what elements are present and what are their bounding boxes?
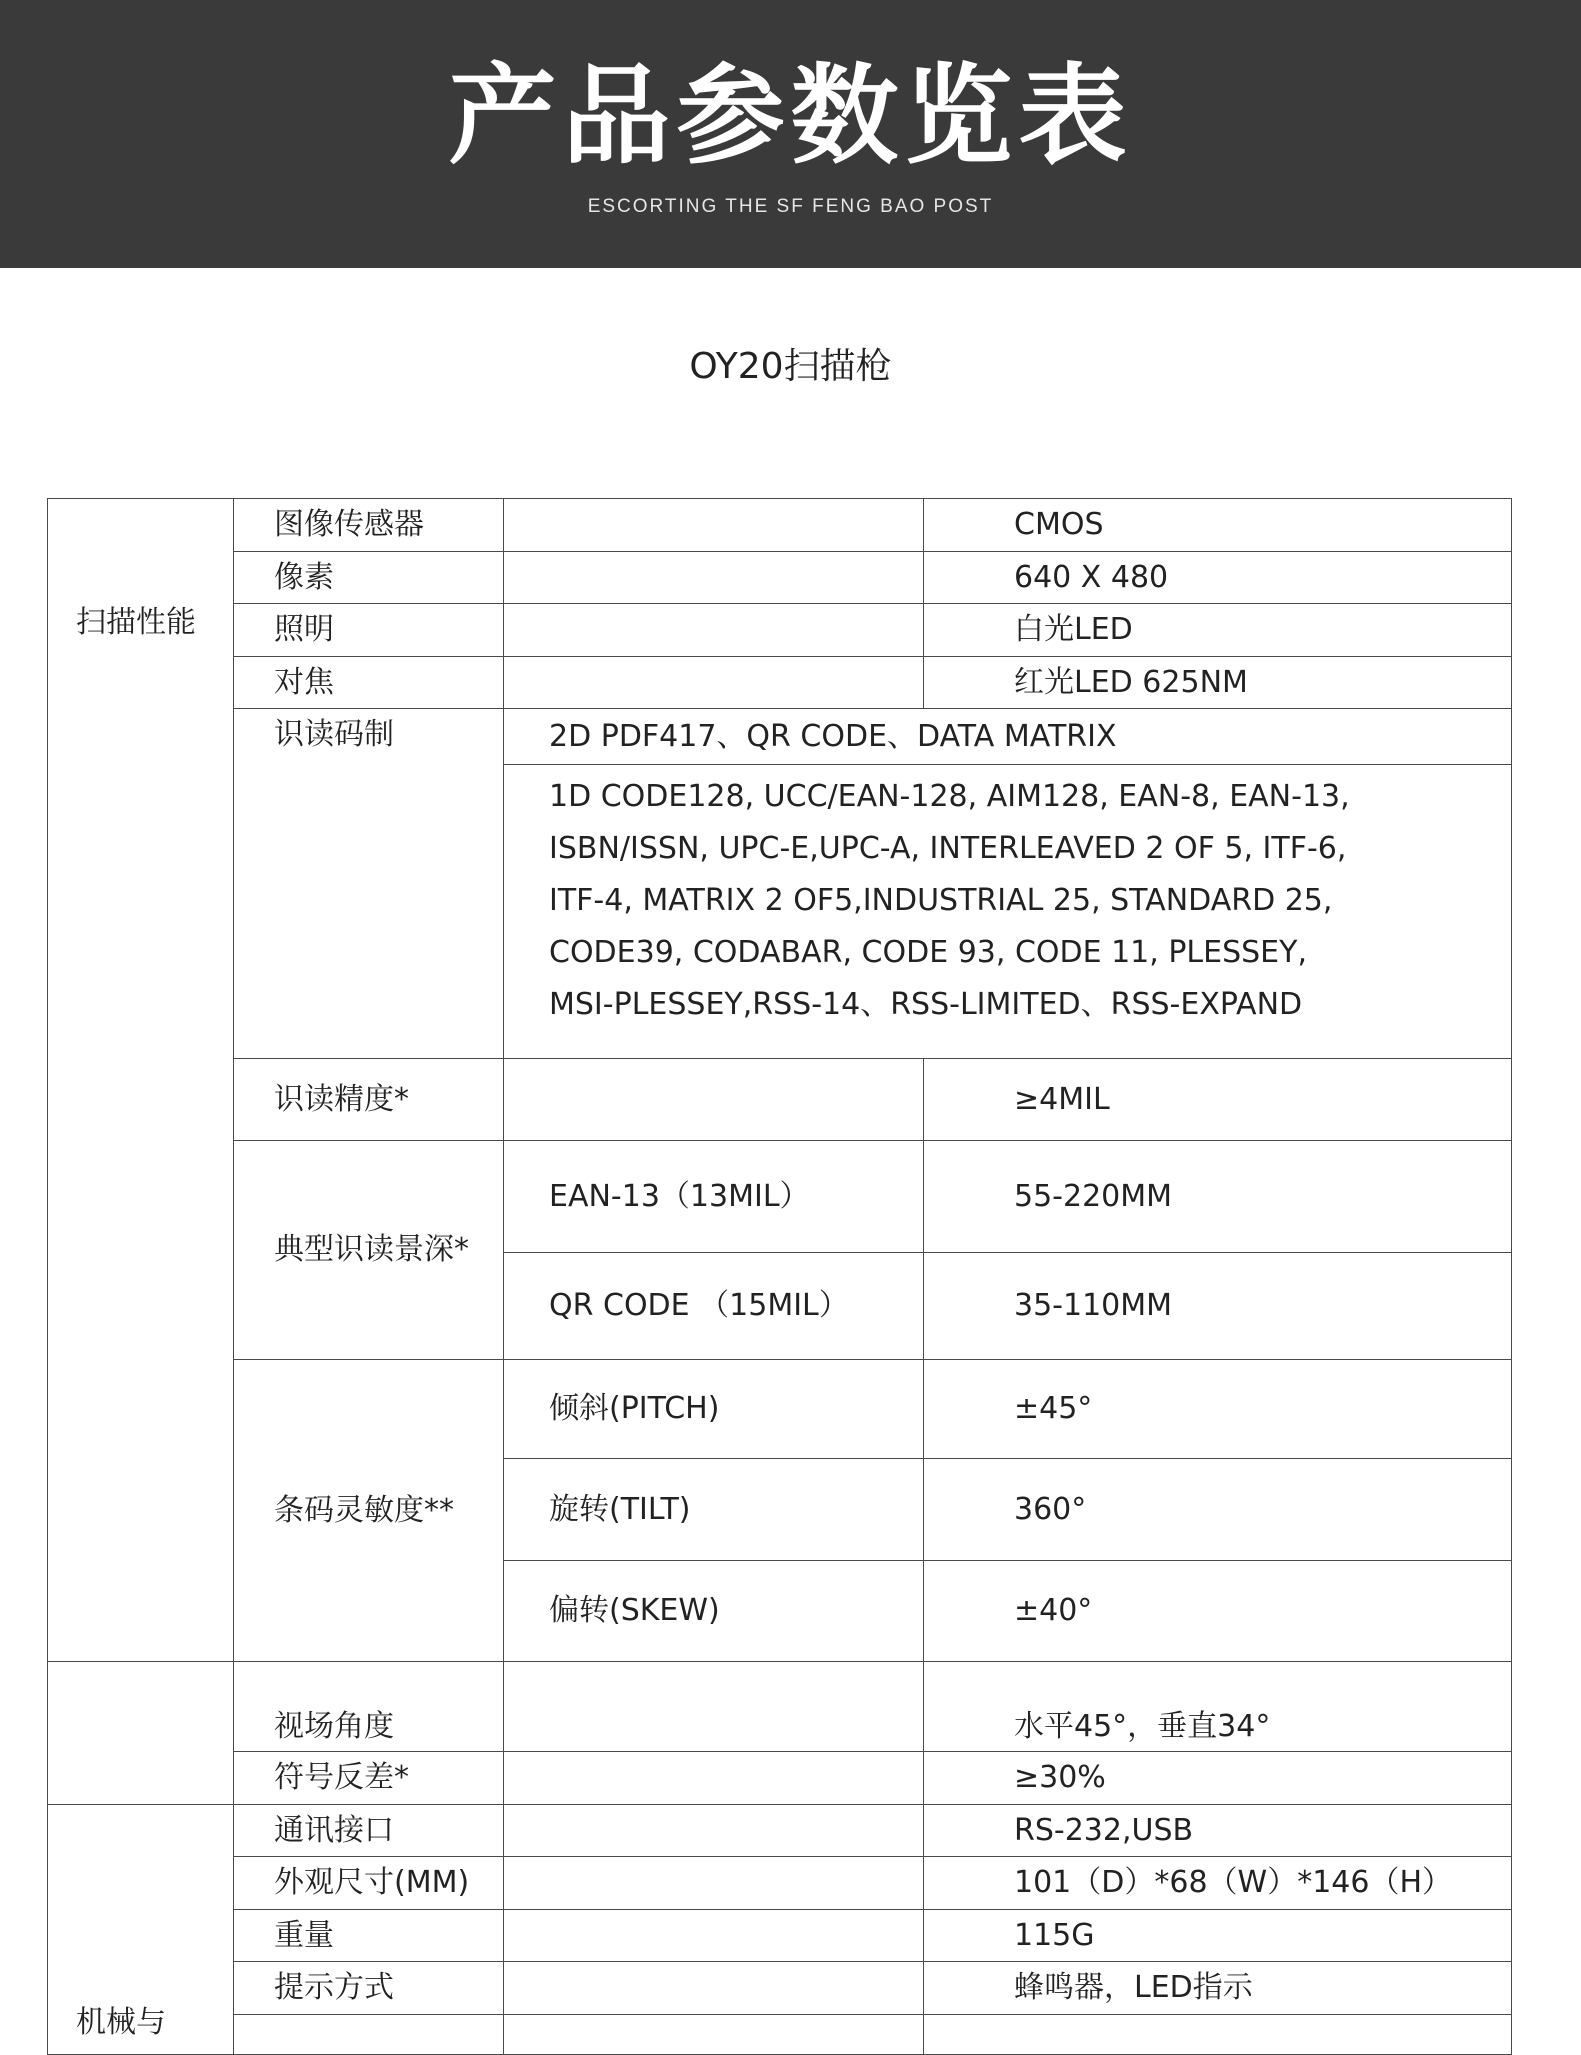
spec-value: RS-232,USB bbox=[924, 1805, 1512, 1857]
symbology-1d bbox=[504, 765, 1512, 1059]
spec-sub-label: EAN-13（13MIL） bbox=[504, 1141, 924, 1253]
spec-label: 图像传感器 bbox=[234, 499, 504, 552]
spec-label: 识读码制 bbox=[234, 709, 504, 1059]
table-row bbox=[48, 1857, 1512, 1910]
table-row bbox=[48, 657, 1512, 709]
category-scan: 扫描性能 bbox=[48, 499, 234, 1662]
empty-cell bbox=[504, 604, 924, 657]
table-row bbox=[48, 1805, 1512, 1857]
table-row bbox=[48, 2015, 1512, 2055]
spec-label: 对焦 bbox=[234, 657, 504, 709]
empty-cell bbox=[504, 499, 924, 552]
spec-label: 像素 bbox=[234, 552, 504, 604]
spec-label: 典型识读景深* bbox=[234, 1141, 504, 1360]
table-row bbox=[48, 1141, 1512, 1253]
header-banner bbox=[0, 0, 1581, 268]
spec-value: 360° bbox=[924, 1459, 1512, 1561]
table-row bbox=[48, 604, 1512, 657]
symbology-2d: 2D PDF417、QR CODE、DATA MATRIX bbox=[504, 709, 1512, 765]
spec-value: 115G bbox=[924, 1910, 1512, 1962]
spec-value: 水平45°，垂直34° bbox=[924, 1662, 1512, 1752]
table-row bbox=[48, 499, 1512, 552]
spec-sub-label: 偏转(SKEW) bbox=[504, 1561, 924, 1662]
spec-value: 640 X 480 bbox=[924, 552, 1512, 604]
spec-label: 符号反差* bbox=[234, 1752, 504, 1805]
symbology-1d-line: MSI-PLESSEY,RSS-14、RSS-LIMITED、RSS-EXPAND bbox=[549, 987, 1303, 1022]
spec-label: 识读精度* bbox=[234, 1059, 504, 1141]
table-row bbox=[48, 709, 1512, 765]
spec-value: ≥4MIL bbox=[924, 1059, 1512, 1141]
empty-cell bbox=[504, 1857, 924, 1910]
spec-sub-label: 旋转(TILT) bbox=[504, 1459, 924, 1561]
spec-sub-label: QR CODE （15MIL） bbox=[504, 1253, 924, 1360]
empty-cell bbox=[504, 1662, 924, 1752]
empty-cell bbox=[504, 1962, 924, 2015]
table-row bbox=[48, 1910, 1512, 1962]
empty-cell bbox=[504, 552, 924, 604]
spec-value: 白光LED bbox=[924, 604, 1512, 657]
spec-value: 蜂鸣器，LED指示 bbox=[924, 1962, 1512, 2015]
empty-cell bbox=[504, 2015, 924, 2055]
spec-label: 条码灵敏度** bbox=[234, 1360, 504, 1662]
empty-cell bbox=[504, 1752, 924, 1805]
page-subtitle: ESCORTING THE SF FENG BAO POST bbox=[587, 196, 994, 217]
spec-label: 照明 bbox=[234, 604, 504, 657]
spec-value: 55-220MM bbox=[924, 1141, 1512, 1253]
table-row bbox=[48, 1662, 1512, 1752]
product-name: OY20扫描枪 bbox=[689, 346, 892, 387]
spec-value: 35-110MM bbox=[924, 1253, 1512, 1360]
spec-value: 红光LED 625NM bbox=[924, 657, 1512, 709]
spec-value: ±40° bbox=[924, 1561, 1512, 1662]
symbology-1d-line: ISBN/ISSN, UPC-E,UPC-A, INTERLEAVED 2 OF 5, ITF-6, bbox=[549, 831, 1347, 866]
table-row bbox=[48, 1360, 1512, 1459]
table-row bbox=[48, 1962, 1512, 2015]
spec-label: 通讯接口 bbox=[234, 1805, 504, 1857]
empty-cell bbox=[504, 1910, 924, 1962]
table-row bbox=[48, 552, 1512, 604]
spec-label: 视场角度 bbox=[234, 1662, 504, 1752]
empty-cell bbox=[924, 2015, 1512, 2055]
empty-cell bbox=[504, 1059, 924, 1141]
page-title: 产品参数览表 bbox=[448, 54, 1133, 179]
spec-value: ±45° bbox=[924, 1360, 1512, 1459]
spec-label: 提示方式 bbox=[234, 1962, 504, 2015]
table-row bbox=[48, 1059, 1512, 1141]
category-scan-cont bbox=[48, 1662, 234, 1805]
table-row bbox=[48, 1752, 1512, 1805]
spec-value: ≥30% bbox=[924, 1752, 1512, 1805]
symbology-1d-line: ITF-4, MATRIX 2 OF5,INDUSTRIAL 25, STANDARD 25, bbox=[549, 883, 1333, 918]
symbology-1d-line: CODE39, CODABAR, CODE 93, CODE 11, PLESSEY, bbox=[549, 935, 1307, 970]
spec-label: 重量 bbox=[234, 1910, 504, 1962]
spec-value: 101（D）*68（W）*146（H） bbox=[924, 1857, 1512, 1910]
spec-sub-label: 倾斜(PITCH) bbox=[504, 1360, 924, 1459]
spec-label: 外观尺寸(MM) bbox=[234, 1857, 504, 1910]
empty-cell bbox=[234, 2015, 504, 2055]
spec-value: CMOS bbox=[924, 499, 1512, 552]
empty-cell bbox=[504, 657, 924, 709]
symbology-1d-line: 1D CODE128, UCC/EAN-128, AIM128, EAN-8, EAN-13, bbox=[549, 779, 1350, 814]
spec-table bbox=[47, 498, 1512, 2055]
category-physical: 机械与 bbox=[48, 1805, 234, 2055]
empty-cell bbox=[504, 1805, 924, 1857]
